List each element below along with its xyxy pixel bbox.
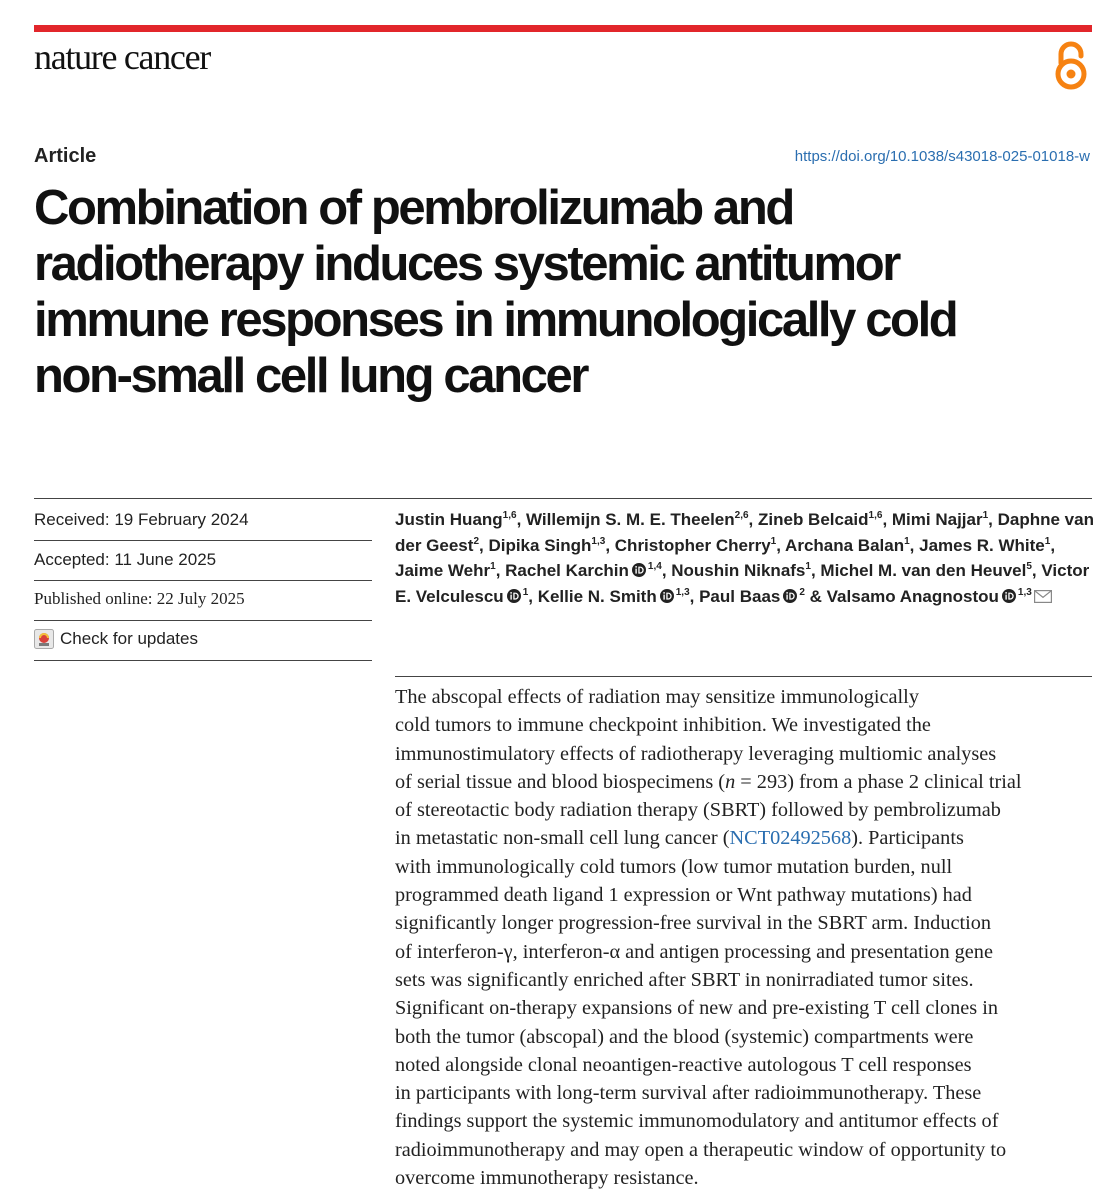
journal-header-bar <box>34 25 1092 32</box>
author-name[interactable]: Noushin Niknafs <box>671 561 806 581</box>
affiliation-number: 2 <box>799 586 805 598</box>
author-name[interactable]: Dipika Singh <box>488 535 592 555</box>
author-name[interactable]: Valsamo Anagnostou <box>826 586 999 606</box>
abstract-line: of stereotactic body radiation therapy (SBRT) followed by pembrolizumab <box>395 799 1001 822</box>
author-name[interactable]: James R. White <box>919 535 1045 555</box>
published-date: Published online: 22 July 2025 <box>34 589 245 608</box>
affiliation-number: 1 <box>904 535 910 547</box>
author-list: Justin Huang$^{1,6}$, Willemijn S. M. E. Theelen$^{2,6}$, Zineb Belcaid$^{1,6}$, Mimi Najjar$^1$, Daphne van der Geest$^2$, Dipika Singh$^{1,3}$, Christopher Cherry$^1$, Archana Balan$^1$, James R. White$^1$, Jaime Wehr$^1$, Rachel Karchin $^{1,4}$, Noushin Niknafs$^1$, Michel M. van den Heuvel$^5$, Victor E. Velculescu $^1$, Kellie N. Smith $^{1,3}$, Paul Baas $^2$ & Valsamo Anagnostou $^{1,3}$ <box>395 510 1094 606</box>
affiliation-number: 1,6 <box>868 510 883 521</box>
affiliation-number: 1,3 <box>675 586 690 598</box>
affiliation-number: 1 <box>982 510 989 521</box>
affiliation-number: 1 <box>490 561 496 573</box>
divider <box>34 620 372 621</box>
affiliation-number: 2,6 <box>734 510 749 521</box>
abstract-line: programmed death ligand 1 expression or Wnt pathway mutations) had <box>395 884 972 907</box>
orcid-icon[interactable] <box>632 563 646 577</box>
title-line: Combination of pembrolizumab and <box>34 181 793 235</box>
title-line: immune responses in immunologically cold <box>34 293 957 347</box>
abstract-line: in metastatic non-small cell lung cancer (NCT02492568). Participants <box>395 827 964 850</box>
abstract-line: The abscopal effects of radiation may sensitize immunologically <box>395 686 919 708</box>
divider <box>34 580 372 581</box>
abstract-line: significantly longer progression-free survival in the SBRT arm. Induction <box>395 912 992 935</box>
article-title <box>34 180 1094 404</box>
abstract-line: both the tumor (abscopal) and the blood (systemic) compartments were <box>395 1025 974 1048</box>
affiliation-number: 1,6 <box>502 510 517 521</box>
title-line: radiotherapy induces systemic antitumor <box>34 237 899 291</box>
affiliation-number: 1 <box>1044 535 1051 547</box>
author-name[interactable]: Zineb Belcaid <box>758 510 869 529</box>
abstract-line: overcome immunotherapy resistance. <box>395 1167 699 1190</box>
accepted-date: Accepted: 11 June 2025 <box>34 550 217 569</box>
journal-name[interactable]: nature cancer <box>34 37 210 77</box>
author-name[interactable]: Justin Huang <box>395 510 503 529</box>
trial-link[interactable]: NCT02492568 <box>729 827 852 850</box>
check-updates-icon <box>34 629 54 649</box>
doi-link[interactable]: https://doi.org/10.1038/s43018-025-01018-w <box>794 148 1090 165</box>
affiliation-number: 1 <box>522 586 529 598</box>
author-name[interactable]: Christopher Cherry <box>614 535 771 555</box>
abstract-line: radioimmunotherapy and may open a therapeutic window of opportunity to <box>395 1138 1007 1161</box>
affiliation-number: 1 <box>770 535 777 547</box>
author-name[interactable]: Daphne van der Geest <box>395 510 1094 555</box>
orcid-icon[interactable] <box>507 589 521 603</box>
abstract-line: in participants with long-term survival after radioimmunotherapy. These <box>395 1082 982 1105</box>
author-name[interactable]: Willemijn S. M. E. Theelen <box>526 510 735 529</box>
author-name[interactable]: Archana Balan <box>785 535 905 555</box>
divider <box>395 676 1092 677</box>
abstract-line: of serial tissue and blood biospecimens (n = 293) from a phase 2 clinical trial <box>395 770 1022 793</box>
affiliation-number: 1,4 <box>647 561 662 573</box>
abstract-line: immunostimulatory effects of radiotherapy leveraging multiomic analyses <box>395 742 997 765</box>
abstract-line: with immunologically cold tumors (low tumor mutation burden, null <box>395 855 953 878</box>
affiliation-number: 1,3 <box>1017 586 1032 598</box>
divider <box>34 660 372 661</box>
affiliation-number: 5 <box>1026 561 1032 573</box>
title-line: non-small cell lung cancer <box>34 349 587 403</box>
orcid-icon[interactable] <box>1002 589 1016 603</box>
author-name[interactable]: Rachel Karchin <box>505 561 629 581</box>
abstract <box>395 683 1021 1192</box>
author-name[interactable]: Kellie N. Smith <box>537 586 657 606</box>
abstract-line: of interferon-γ, interferon-α and antigen processing and presentation gene <box>395 940 993 963</box>
check-updates-label: Check for updates <box>60 629 198 648</box>
orcid-icon[interactable] <box>783 589 797 603</box>
article-type: Article <box>34 145 97 167</box>
affiliation-number: 1,3 <box>591 535 606 547</box>
affiliation-number: 1 <box>805 561 811 573</box>
open-access-icon <box>1053 41 1089 91</box>
abstract-line: noted alongside clonal neoantigen-reactive autologous T cell responses <box>395 1053 972 1076</box>
orcid-icon[interactable] <box>660 589 674 603</box>
author-name[interactable]: Jaime Wehr <box>395 561 491 581</box>
abstract-line: cold tumors to immune checkpoint inhibition. We investigated the <box>395 714 931 737</box>
author-name[interactable]: Mimi Najjar <box>891 510 983 529</box>
mail-icon[interactable] <box>1034 590 1052 603</box>
abstract-line: findings support the systemic immunomodulatory and antitumor effects of <box>395 1110 999 1133</box>
affiliation-number: 2 <box>473 535 479 547</box>
author-name[interactable]: Victor E. Velculescu <box>395 561 1090 606</box>
divider <box>34 540 372 541</box>
abstract-line: sets was significantly enriched after SBRT in nonirradiated tumor sites. <box>395 968 974 991</box>
author-name[interactable]: Michel M. van den Heuvel <box>820 561 1027 581</box>
abstract-line: Significant on-therapy expansions of new and pre-existing T cell clones in <box>395 997 999 1020</box>
divider <box>34 498 1092 499</box>
received-date: Received: 19 February 2024 <box>34 510 249 529</box>
author-name[interactable]: Paul Baas <box>699 586 781 606</box>
check-for-updates-button[interactable] <box>34 629 198 649</box>
